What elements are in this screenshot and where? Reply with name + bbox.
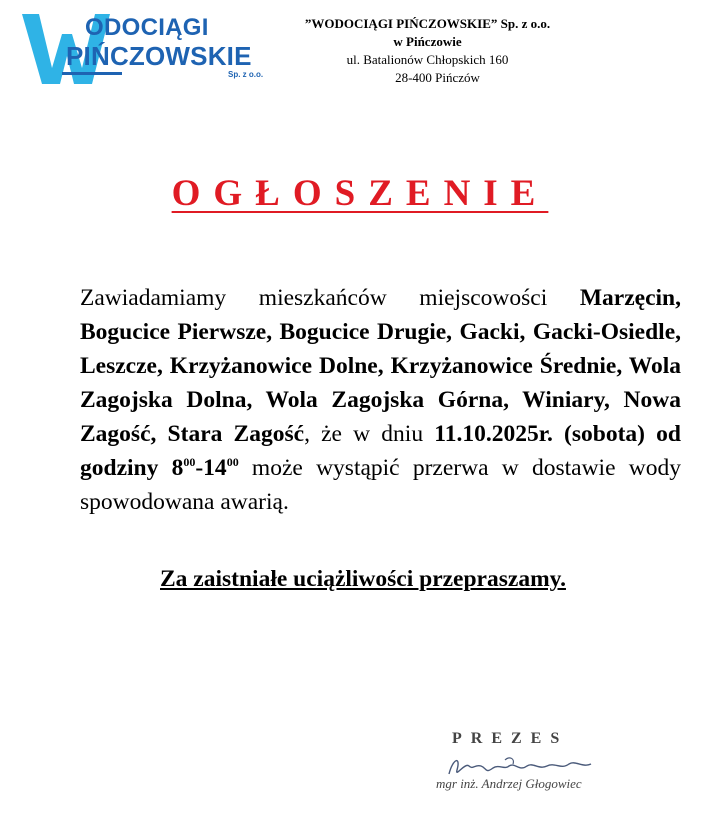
time-end-sup: 00 <box>226 455 239 470</box>
body-date: 11.10.2025r. <box>434 421 553 447</box>
company-street: ul. Batalionów Chłopskich 160 <box>346 52 509 67</box>
signature-name: mgr inż. Andrzej Głogowiec <box>436 776 582 791</box>
logo-text-line1: ODOCIĄGI <box>85 14 209 41</box>
company-logo <box>22 12 290 86</box>
company-name: ”WODOCIĄGI PIŃCZOWSKIE” Sp. z o.o. <box>304 16 551 31</box>
company-address <box>300 15 555 87</box>
company-city: w Pińczowie <box>393 34 462 49</box>
body-dash-hour: -14 <box>195 455 227 481</box>
apology-text: Za zaistniałe uciążliwości przepraszamy. <box>160 566 566 592</box>
body-places: Marzęcin, Bogucice Pierwsze, Bogucice Drugie, Gacki, Gacki-Osiedle, Leszcze, Krzyżanowice Dolne, Krzyżanowice Średnie, Wola Zagojska Dolna, Wola Zagojska Górna, Winiary, Nowa Zagość, Stara Zagość <box>80 285 681 447</box>
body-day-prefix: (sobota) od godziny 8 <box>80 421 681 481</box>
title-text: OGŁOSZENIE <box>171 173 549 214</box>
logo-text-line2: PIŃCZOWSKIE <box>66 41 252 71</box>
announcement-body <box>80 281 681 519</box>
announcement-title <box>0 172 720 215</box>
body-intro: Zawiadamiamy mieszkańców miejscowości <box>80 285 580 311</box>
body-mid: , że w dniu <box>304 421 435 447</box>
signature-title: PREZES <box>452 730 569 747</box>
company-postal: 28-400 Pińczów <box>395 70 480 85</box>
logo-text-suffix: Sp. z o.o. <box>228 70 264 79</box>
body-rest: może wystąpić przerwa w dostawie wody spowodowana awarią. <box>80 455 681 515</box>
time-start-sup: 00 <box>183 455 196 470</box>
